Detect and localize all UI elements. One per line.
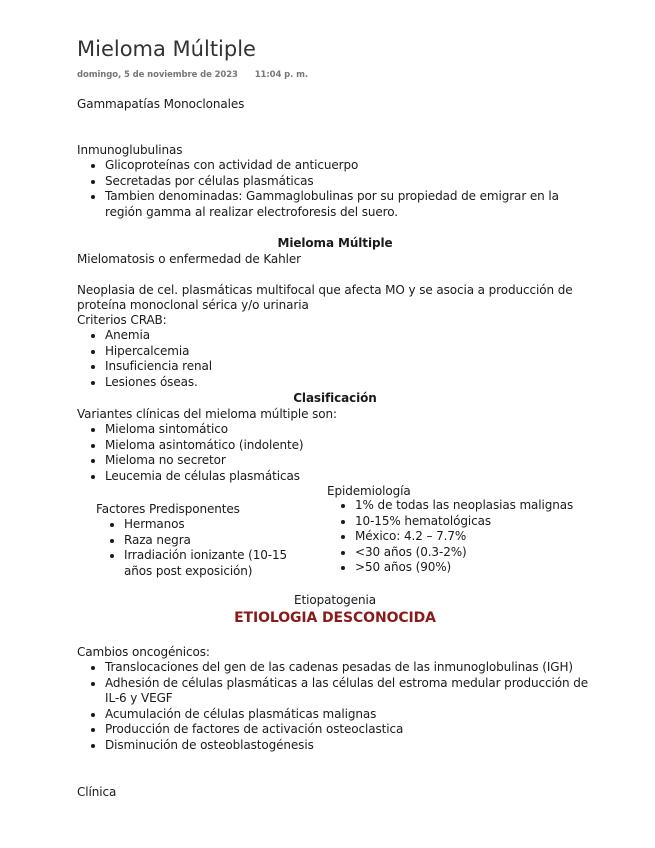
list-item: Acumulación de células plasmáticas malignas	[77, 707, 597, 723]
list-item: >50 años (90%)	[327, 560, 607, 576]
clasificacion-title: Clasificación	[293, 391, 377, 405]
list-item: Secretadas por células plasmáticas	[77, 174, 597, 190]
section-gammapatias: Gammapatías Monoclonales	[77, 97, 245, 111]
list-item: Insuficiencia renal	[77, 359, 477, 375]
epidemiologia-list	[327, 498, 607, 576]
list-item: Lesiones óseas.	[77, 375, 477, 391]
list-item: Producción de factores de activación osteoclastica	[77, 722, 597, 738]
inmuno-heading: Inmunoglubulinas	[77, 143, 183, 157]
list-item: Translocaciones del gen de las cadenas pesadas de las inmunoglobulinas (IGH)	[77, 660, 597, 676]
inmuno-list	[77, 158, 597, 220]
factores-heading: Factores Predisponentes	[96, 502, 240, 516]
epidemiologia-heading: Epidemiología	[327, 484, 411, 498]
list-item: Mieloma no secretor	[77, 453, 477, 469]
mieloma-alt-name: Mielomatosis o enfermedad de Kahler	[77, 252, 302, 266]
page-meta	[77, 70, 322, 80]
list-item: Disminución de osteoblastogénesis	[77, 738, 597, 754]
list-item: <30 años (0.3-2%)	[327, 545, 607, 561]
page-date: domingo, 5 de noviembre de 2023	[77, 70, 238, 80]
clasificacion-list	[77, 422, 477, 484]
crab-heading: Criterios CRAB:	[77, 313, 167, 327]
factores-list	[96, 517, 306, 579]
list-item: Mieloma asintomático (indolente)	[77, 438, 477, 454]
list-item: Anemia	[77, 328, 477, 344]
mieloma-definition: Neoplasia de cel. plasmáticas multifocal que afecta MO y se asocia a producción de proteína monoclonal sérica y/o urinaria	[77, 283, 573, 312]
list-item: Tambien denominadas: Gammaglobulinas por su propiedad de emigrar en la región gamma al realizar electroforesis del suero.	[77, 189, 597, 220]
list-item: Leucemia de células plasmáticas	[77, 469, 477, 485]
page-time: 11:04 p. m.	[254, 70, 309, 80]
list-item: Hipercalcemia	[77, 344, 477, 360]
list-item: Irradiación ionizante (10-15 años post exposición)	[96, 548, 306, 579]
etiologia-subtitle: ETIOLOGIA DESCONOCIDA	[234, 610, 436, 626]
list-item: Raza negra	[96, 533, 306, 549]
clasificacion-intro: Variantes clínicas del mieloma múltiple son:	[77, 407, 337, 421]
cambios-list	[77, 660, 597, 753]
list-item: México: 4.2 – 7.7%	[327, 529, 607, 545]
crab-list	[77, 328, 477, 390]
list-item: Adhesión de células plasmáticas a las células del estroma medular producción de IL-6 y VEGF	[77, 676, 597, 707]
list-item: Mieloma sintomático	[77, 422, 477, 438]
list-item: 10-15% hematológicas	[327, 514, 607, 530]
list-item: 1% de todas las neoplasias malignas	[327, 498, 607, 514]
cambios-heading: Cambios oncogénicos:	[77, 645, 210, 659]
mieloma-title: Mieloma Múltiple	[277, 236, 393, 250]
clinica-heading: Clínica	[77, 785, 117, 799]
list-item: Glicoproteínas con actividad de anticuerpo	[77, 158, 597, 174]
page-title: Mieloma Múltiple	[77, 37, 256, 61]
list-item: Hermanos	[96, 517, 306, 533]
etiopatogenia-title: Etiopatogenia	[294, 593, 376, 607]
